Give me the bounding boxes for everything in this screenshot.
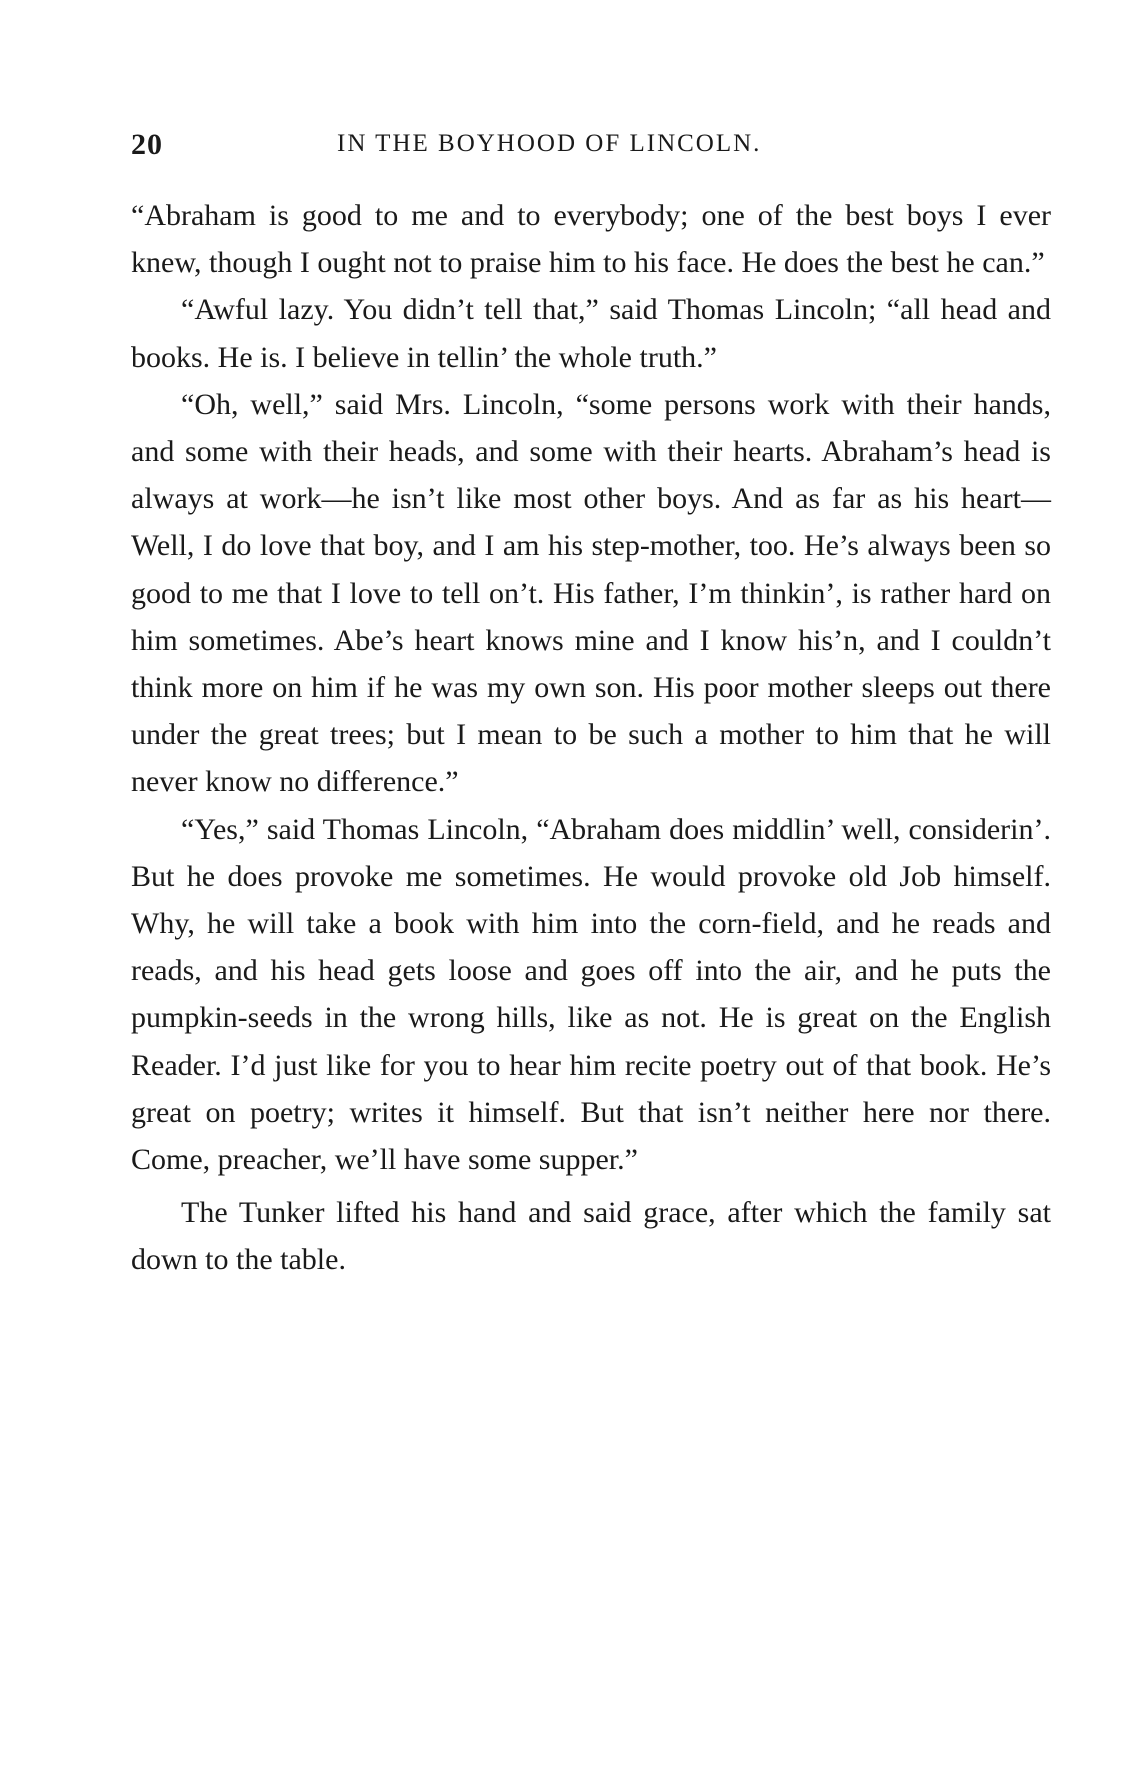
body-text — [131, 192, 1051, 1284]
paragraph-1: “Abraham is good to me and to everybody; one of the best boys I ever knew, though I ought not to praise him to his face. He does the best he can.” — [131, 199, 1051, 280]
paragraph-4: “Yes,” said Thomas Lincoln, “Abraham does middlin’ well, considerin’. But he does provoke me sometimes. He would provoke old Job himself. Why, he will take a book with him into the corn-field, and he reads and reads, and his head gets loose and goes off into the air, and he puts the pumpkin-seeds in the wrong hills, like as not. He is great on the English Reader. I’d just like for you to hear him recite poetry out of that book. He’s great on poetry; writes it himself. But that isn’t neither here nor there. Come, preacher, we’ll have some supper.” — [131, 812, 1051, 1177]
page-number: 20 — [131, 128, 163, 161]
paragraph-5: The Tunker lifted his hand and said grace, after which the family sat down to the table. — [131, 1196, 1051, 1277]
running-title: IN THE BOYHOOD OF LINCOLN. — [337, 130, 762, 157]
running-head — [131, 128, 1051, 168]
paragraph-2: “Awful lazy. You didn’t tell that,” said Thomas Lincoln; “all head and books. He is. I believe in tellin’ the whole truth.” — [131, 293, 1051, 374]
paragraph-3: “Oh, well,” said Mrs. Lincoln, “some persons work with their hands, and some with their heads, and some with their hearts. Abraham’s head is always at work—he isn’t like most other boys. And as far as his heart— Well, I do love that boy, and I am his step-mother, too. He’s always been so good to me that I love to tell on’t. His father, I’m thinkin’, is rather hard on him sometimes. Abe’s heart knows mine and I know his’n, and I couldn’t think more on him if he was my own son. His poor mother sleeps out there under the great trees; but I mean to be such a mother to him that he will never know no difference.” — [131, 387, 1051, 799]
